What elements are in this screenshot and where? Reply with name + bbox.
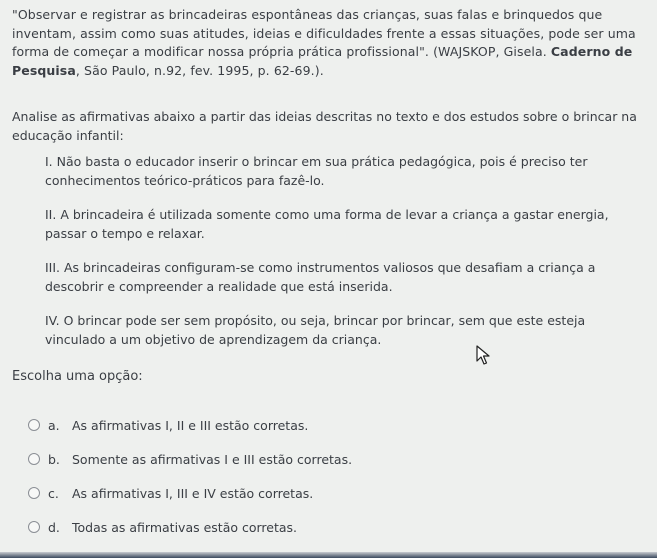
statement-2: II. A brincadeira é utilizada somente como uma forma de levar a criança a gastar energia, passar o tempo e relaxar. [45, 207, 609, 241]
option-c-text: As afirmativas I, III e IV estão corretas. [72, 485, 314, 501]
option-b-text: Somente as afirmativas I e III estão corretas. [72, 451, 353, 467]
option-d-letter: d. [48, 519, 60, 535]
option-a-letter: a. [48, 417, 60, 433]
choose-option-label: Escolha uma opção: [12, 369, 143, 384]
window-bottom-edge [0, 552, 657, 558]
option-b[interactable] [28, 442, 352, 476]
answer-options [28, 408, 352, 544]
option-a-radio[interactable] [28, 419, 40, 431]
statement-1: I. Não basta o educador inserir o brincar em sua prática pedagógica, pois é preciso ter conhecimentos teórico-práticos para fazê-lo. [45, 154, 588, 188]
option-b-letter: b. [48, 451, 60, 467]
option-c-radio[interactable] [28, 487, 40, 499]
option-a-text: As afirmativas I, II e III estão corretas. [72, 417, 309, 433]
option-a[interactable] [28, 408, 352, 442]
option-c-letter: c. [48, 485, 59, 501]
statement-4: IV. O brincar pode ser sem propósito, ou seja, brincar por brincar, sem que este esteja vinculado a um objetivo de aprendizagem da criança. [45, 313, 586, 347]
option-d-radio[interactable] [28, 521, 40, 533]
quote-source-details: , São Paulo, n.92, fev. 1995, p. 62-69.). [75, 62, 324, 78]
option-d[interactable] [28, 510, 352, 544]
question-quote [12, 6, 647, 80]
quote-source: Caderno de Pesquisa [12, 44, 633, 78]
statement-3: III. As brincadeiras configuram-se como instrumentos valiosos que desafiam a criança a descobrir e compreender a realidade que está inserida. [45, 260, 596, 294]
option-d-text: Todas as afirmativas estão corretas. [72, 519, 298, 535]
quote-text: "Observar e registrar as brincadeiras espontâneas das crianças, suas falas e brinquedos que inventam, assim como suas atitudes, ideias e dificuldades frente a essas situações, pode ser uma forma de começar a modificar nossa própria prática profissional". (WAJSKOP, Gisela. [12, 7, 636, 59]
option-b-radio[interactable] [28, 453, 40, 465]
option-c[interactable] [28, 476, 352, 510]
question-intro: Analise as afirmativas abaixo a partir das ideias descritas no texto e dos estudos sobre o brincar na educação infantil: [12, 109, 637, 143]
mouse-pointer-icon [476, 345, 490, 365]
